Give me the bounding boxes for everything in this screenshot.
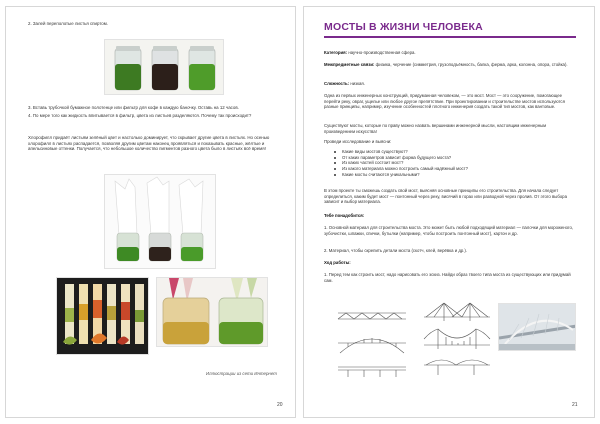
bullet-icon — [334, 174, 336, 176]
difficulty-label: Сложность: — [324, 81, 350, 86]
question-item: Из каких частей состоит мост? — [334, 160, 574, 166]
question-item: Какие виды мостов существуют? — [334, 149, 574, 155]
category-line — [324, 50, 576, 56]
links-line — [324, 62, 576, 68]
right-page — [303, 6, 595, 418]
bullet-icon — [334, 157, 336, 159]
need-heading: Тебе понадобится: — [324, 213, 365, 218]
bullet-icon — [334, 168, 336, 170]
difficulty-value: низкая. — [350, 81, 365, 86]
links-label: Межпредметные связи: — [324, 62, 375, 67]
bridge-photo-illustration — [499, 304, 576, 351]
links-value: физика, черчение (симметрия, грузоподъёмность, балка, ферма, арка, колонна, опора, стойка). — [375, 62, 568, 67]
question-item: Из какого материала можно построить самый надёжный мост? — [334, 166, 574, 172]
step-2-text: 2. Залей переполотые листья спиртом. — [28, 21, 108, 26]
questions-list — [334, 149, 574, 178]
steps-list — [28, 105, 280, 118]
bullet-icon — [334, 162, 336, 164]
project-paragraph: В этом проекте ты сможешь создать свой мост, выясняя основные принципы его строительства. Для начала следует определиться, каким будет мост — понтонный через реку, висячий в горах или разводной через пролив. От этого выбора зависит и выбор материала. — [324, 188, 567, 205]
strips-illustration — [57, 278, 149, 355]
bridge-sketches — [334, 299, 494, 379]
jars-photo — [104, 39, 224, 95]
intro-paragraph: Одна из первых инженерных конструкций, придуманная человеком, — это мост. Мост — это сооружение, помогающее перейти реку, овраг, ущелье или любое другое препятствие. При проектировании и строительстве мостов используются разные принципы, например, изучение особенностей плотного инженерия создать такой тип мостов, как вантовые. — [324, 93, 565, 110]
category-label: Категория: — [324, 50, 348, 55]
filters-photo — [104, 174, 216, 269]
need-item-1: 1. Основной материал для строительства моста. Это может быть любой подходящий материал — палочки для мороженого, зубочистки, шпажки, спички, бутылки (например, чтобы построить понтонный мост), картон и др. — [324, 225, 574, 236]
jars-closeup-illustration — [157, 278, 268, 347]
title-underline — [324, 36, 576, 38]
work-heading: Ход работы: — [324, 260, 351, 265]
masterpiece-paragraph: Существуют мосты, которые по праву можно назвать вершинами инженерной мысли, настоящим инженерным произведением искусства! — [324, 123, 547, 134]
question-item: Какие мосты считаются уникальными? — [334, 172, 574, 178]
bullet-icon — [334, 151, 336, 153]
question-item: От каких параметров зависит форма будущего моста? — [334, 155, 574, 161]
step-4-text: 4. По мере того как жидкость впитывается в фильтр, цвета из листьев разделяются. Почему так происходит? — [28, 112, 252, 118]
left-page-number: 20 — [277, 402, 283, 408]
jars-illustration — [105, 40, 224, 95]
left-page — [5, 6, 296, 418]
right-page-number: 21 — [572, 402, 578, 408]
bridge-photo — [498, 303, 576, 351]
work-item-1: 1. Перед тем как строить мост, надо нарисовать его эскиз. Найди образ твоего типа моста из существующих или придумай сам. — [324, 272, 571, 283]
page-title: МОСТЫ В ЖИЗНИ ЧЕЛОВЕКА — [324, 21, 483, 33]
chlorophyll-paragraph: Хлорофилл придаёт листьям зелёный цвет и настолько доминирует, что скрывает другие цвета в листьях. Но осенью хлорофилл в листьях распадается, позволяя другим цветам наконец проявляться и показывать красные, жёлтые и апельсиновые оттенки. Получается, что небольшое количество пигментов разного цвета было в листьях всё время! — [28, 135, 270, 152]
difficulty-line — [324, 81, 576, 87]
category-value: научно-производственная сфера. — [348, 50, 416, 55]
filters-illustration — [105, 175, 216, 269]
questions-intro: Проведи исследование и выясни: — [324, 139, 392, 144]
step-3-text: 3. Вставь трубочкой бумажное полотенце или фильтр для кофе в каждую баночку. Оставь на 12 часов. — [28, 105, 239, 110]
need-item-2: 2. Материал, чтобы скрепить детали моста (скотч, клей, верёвка и др.). — [324, 248, 468, 253]
jars-closeup-photo — [156, 277, 268, 347]
illustration-caption: Иллюстрации из сети Интернет — [206, 371, 277, 376]
strips-photo — [56, 277, 149, 355]
